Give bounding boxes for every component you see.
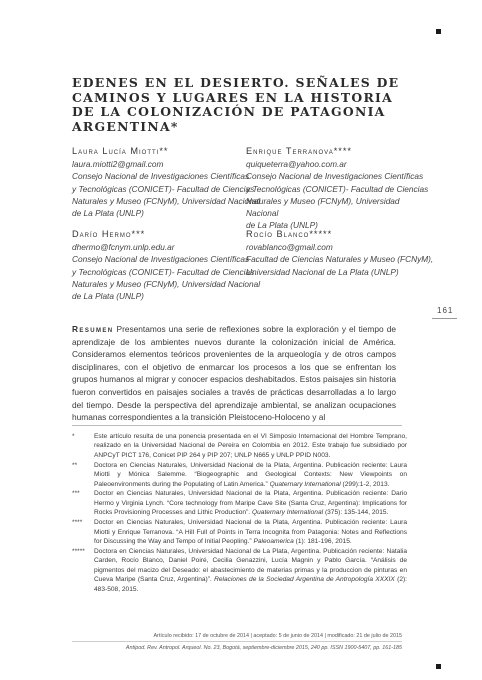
crop-mark-bottom (436, 664, 441, 669)
author-name: Laura Lucía Miotti** (72, 146, 169, 156)
footnote-marker: *** (72, 490, 80, 498)
author-affiliation: Consejo Nacional de Investigaciones Científicas (72, 254, 250, 265)
author-affiliation: y Tecnológicas (CONICET)- Facultad de Ciencias (72, 266, 255, 277)
journal-citation: Antipod. Rev. Antropol. Arqueol. No. 23, Bogotá, septiembre-diciembre 2015, 240 pp. ISSN 1900-5407, pp. 161-185 (125, 645, 402, 651)
footnote-divider (72, 425, 402, 426)
abstract-label: Resumen (72, 324, 114, 334)
footnote-text: Doctor en Ciencias Naturales, Universidad Nacional de la Plata, Argentina. Publicación reciente: Dario Hermo y Virginia Lynch. “Core technology from Maripe Cave Site (Santa Cruz, Argentina): Implications for Rocks Provisioning Processes and Lithic Production”. Quaternary International (375): 135-144, 2015. (94, 490, 407, 517)
author-email[interactable]: laura.miotti2@gmail.com (72, 159, 164, 170)
footnote-journal: Quaternary International (269, 480, 341, 488)
meta-divider (72, 641, 402, 642)
author-email[interactable]: dhermo@fcnym.unlp.edu.ar (72, 242, 175, 253)
footnotes (72, 432, 407, 594)
author-email[interactable]: quiqueterra@yahoo.com.ar (246, 159, 347, 170)
footnote (72, 461, 407, 489)
author-affiliation: Naturales y Museo (FCNyM), Universidad Nacional (72, 278, 261, 289)
footnote-marker: ** (72, 461, 78, 469)
author-email[interactable]: rovablanco@gmail.com (246, 242, 333, 253)
footnote-text: Doctora en Ciencias Naturales, Universidad Nacional de La Plata, Argentina. Publicación reciente: Natalia Carden, Rocío Blanco, Daniel Poiré, Cecilia Genazzini, Lucía Magnin y Pablo García. “Análisis de pigmentos del macizo del Deseado: el abastecimiento de materias primas y la produccion de pinturas en Cueva Maripe (Santa Cruz, Argentina)”. Relaciones de la Sociedad Argentina de Antropología XXXIX (2): 483-508, 2015. (94, 547, 408, 593)
footnote-journal: Relaciones de la Sociedad Argentina de Antropología XXXIX (214, 576, 395, 584)
page-number-rule (432, 318, 457, 319)
footnote-marker: * (72, 433, 75, 440)
author-affiliation: Naturales y Museo (FCNyM), Universidad Nacional (246, 195, 400, 219)
author-affiliation: de La Plata (UNLP) (72, 208, 144, 219)
author-name: Enrique Terranova**** (246, 146, 352, 156)
author-name: Rocío Blanco***** (246, 229, 333, 239)
article-dates: Artículo recibido: 17 de octubre de 2014 | aceptado: 5 de junio de 2014 | modificado: 21 de julio de 2015 (153, 633, 402, 639)
author-affiliation: y Tecnológicas (CONICET)- Facultad de Ciencias (246, 183, 429, 194)
footnote (72, 547, 407, 594)
footnote-journal: Paleoamerica (253, 537, 294, 545)
footnote (72, 432, 407, 460)
author-affiliation: de La Plata (UNLP) (72, 291, 144, 302)
article-title: EDENES EN EL DESIERTO. SEÑALES DE CAMINOS Y LUGARES EN LA HISTORIA DE LA COLONIZACIÓN DE PATAGONIA ARGENTINA* (72, 75, 400, 134)
author-affiliation: Universidad Nacional de La Plata (UNLP) (246, 266, 399, 277)
author-affiliation: Consejo Nacional de Investigaciones Científicas (72, 171, 250, 182)
author-affiliation: Consejo Nacional de Investigaciones Científicas (246, 171, 424, 182)
footnote-text: Doctor en Ciencias Naturales, Universidad Nacional de la Plata, Argentina. Publicación reciente: Laura Miotti y Enrique Terranova. “A Hill Full of Points in Terra Incognita from Patagonia: Notes and Reflections for Discussing the Way and Tempo of Initial Peopling.” Paleoamerica (1): 181-196, 2015. (94, 519, 407, 545)
footnote-text: Doctora en Ciencias Naturales, Universidad Nacional de la Plata, Argentina. Publicación reciente: Laura Miotti y Mónica Salemme. “Biogeographic and Geological Contexts: New Viewpoints on Paleoenvironments during the Populating of Latin America.” Quaternary International (299):1-2, 2013. (94, 461, 407, 488)
footnote-text: Este artículo resulta de una ponencia presentada en el VI Simposio Internacional del Hombre Temprano, realizado en la Universidad Nacional de Pereira en Colombia en 2012. Este trabajo fue subsidiado por ANPCyT PICT 176, Conicet PIP 264 y PIP 207; UNLP N665 y UNLP PPID N003. (94, 433, 407, 459)
page-number: 161 (437, 306, 454, 315)
author-block-terranova (246, 145, 434, 231)
footnote-journal: Quaternary International (251, 509, 324, 517)
author-name: Darío Hermo*** (72, 229, 146, 239)
abstract (72, 323, 396, 424)
footnote-marker: ***** (72, 547, 85, 555)
crop-mark-top (436, 29, 441, 34)
author-affiliation: y Tecnológicas (CONICET)- Facultad de Ciencias (72, 183, 255, 194)
footnote (72, 489, 407, 517)
author-block-miotti (72, 145, 262, 219)
author-block-blanco (246, 228, 434, 278)
author-affiliation: Facultad de Ciencias Naturales y Museo (FCNyM), (246, 254, 434, 265)
author-affiliation: Naturales y Museo (FCNyM), Universidad Nacional (72, 195, 261, 206)
abstract-text: Presentamos una serie de reflexiones sobre la exploración y el tiempo de aprendizaje de los ambientes nuevos durante la colonización inicial de América. Consideramos elementos teóricos provenientes de la arqueología y de otros campos disciplinares, con el objetivo de enmarcar los procesos a los que se enfrentan los grupos humanos al migrar y conocer espacios deshabitados. Estos paisajes sin historia fueron convertidos en paisajes sociales a través de prácticas desarrolladas a lo largo del tiempo. Desde la perspectiva del aprendizaje ambiental, se analizan ocupaciones humanas correspondientes a la transición Pleistoceno-Holoceno y al (72, 324, 396, 423)
footnote-marker: **** (72, 519, 83, 527)
footnote (72, 518, 407, 546)
author-block-hermo (72, 228, 262, 302)
author-affiliation: de La Plata (UNLP) (246, 220, 318, 231)
